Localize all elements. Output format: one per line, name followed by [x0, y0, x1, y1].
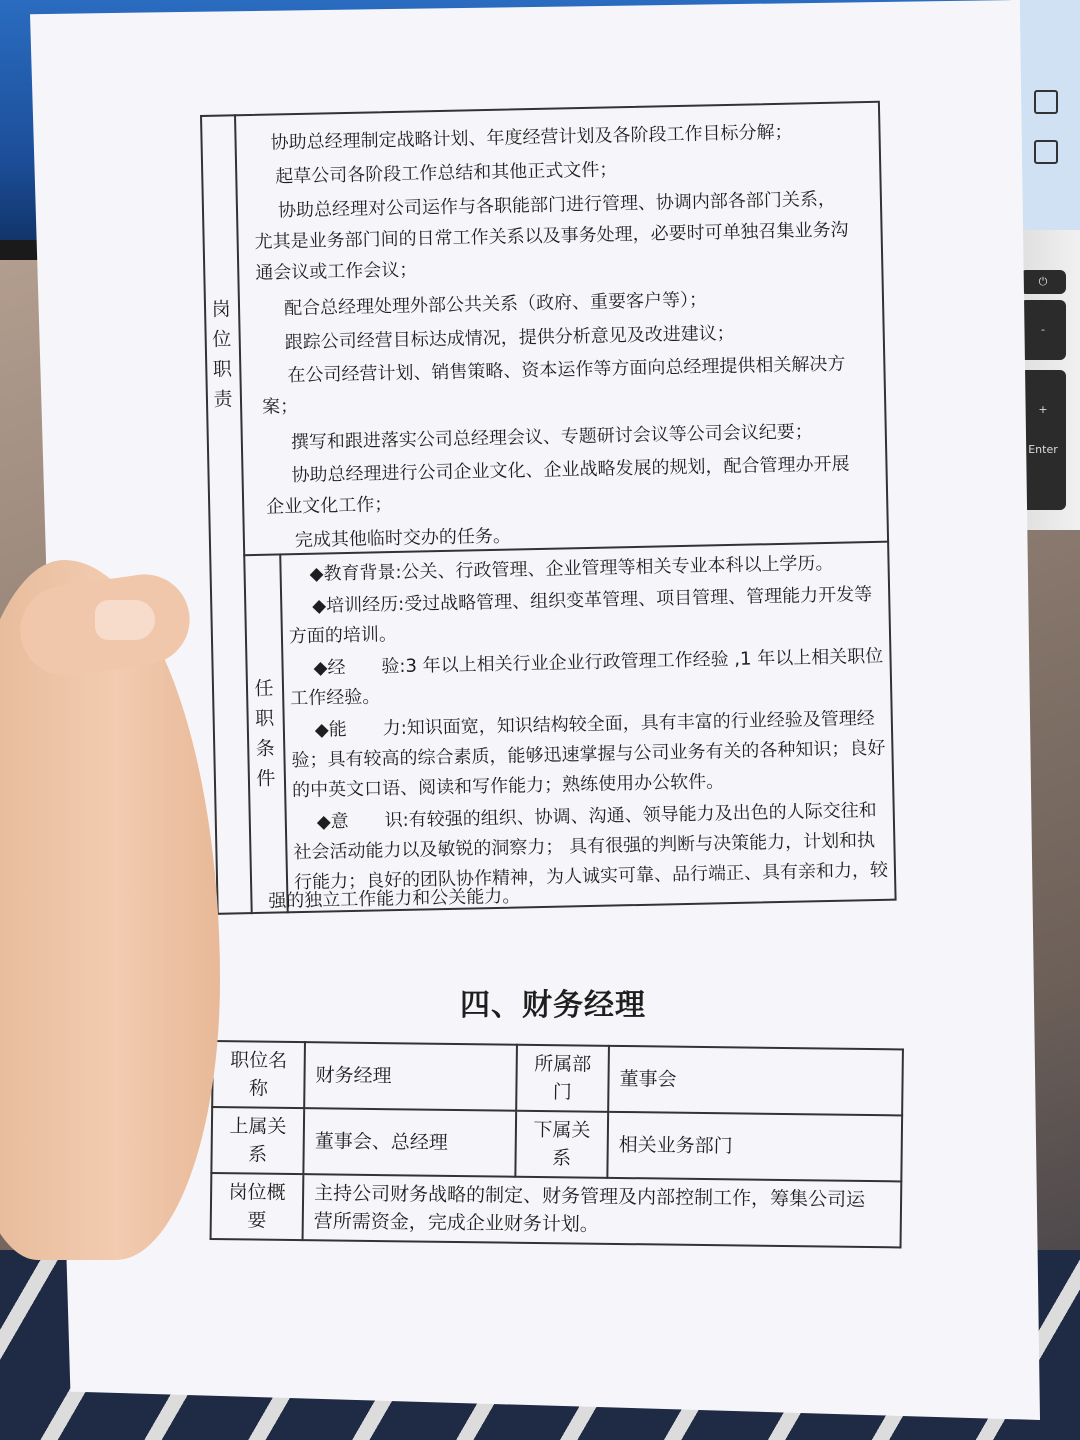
finance-manager-table [210, 1040, 904, 1238]
summary-line: 主持公司财务战略的制定、财务管理及内部控制工作，筹集公司运 [314, 1182, 866, 1211]
responsibilities-label: 岗位职责 [211, 298, 233, 411]
summary-label: 岗位概要 [211, 1173, 304, 1240]
minus-key: - [1020, 300, 1066, 360]
thumbnail [95, 600, 155, 640]
requirement-line: 的中英文口语、阅读和写作能力；熟练使用办公软件。 [291, 771, 725, 802]
duty-line: 跟踪公司经营目标达成情况，提供分析意见及改进建议； [284, 322, 735, 354]
subordinate-value: 相关业务部门 [607, 1112, 902, 1182]
duty-line: 配合总经理处理外部公共关系（政府、重要客户等）； [283, 289, 708, 320]
duty-line: 尤其是业务部门间的日常工作关系以及事务处理，必要时可单独召集业务沟 [254, 219, 849, 253]
power-key: ⏻ [1020, 270, 1066, 294]
duty-line: 通会议或工作会议； [255, 259, 418, 284]
requirement-line: 社会活动能力以及敏锐的洞察力； 具有很强的判断与决策能力，计划和执 [293, 830, 876, 864]
superior-label: 上属关系 [211, 1107, 304, 1174]
duty-line: 协助总经理进行公司企业文化、企业战略发展的规划，配合管理办开展 [291, 453, 850, 487]
duty-line: 协助总经理对公司运作与各职能部门进行管理、协调内部各部门关系， [277, 188, 837, 222]
duty-line: 完成其他临时交办的任务。 [294, 525, 512, 552]
plus-key: + [1020, 370, 1066, 450]
duties-requirements-table [200, 101, 897, 915]
duty-line: 企业文化工作； [266, 494, 393, 518]
requirement-line: 行能力；良好的团队协作精神，为人诚实可靠、品行端正、具有亲和力，较 [293, 859, 889, 894]
duty-line: 协助总经理制定战略计划、年度经营计划及各阶段工作目标分解； [270, 121, 793, 154]
enter-key: Enter [1020, 430, 1066, 510]
requirement-line: ◆教育背景:公关、行政管理、企业管理等相关专业本科以上学历。 [309, 552, 834, 585]
department-value: 董事会 [608, 1046, 903, 1116]
requirement-line: 验；具有较高的综合素质，能够迅速掌握与公司业务有关的各种知识；良好 [291, 737, 886, 772]
requirement-line: ◆能 力:知识面宽，知识结构较全面，具有丰富的行业经验及管理经 [314, 708, 875, 741]
duty-line: 在公司经营计划、销售策略、资本运作等方面向总经理提供相关解决方 [287, 353, 846, 387]
duty-line: 撰写和跟进落实公司总经理会议、专题研讨会议等公司会议纪要； [290, 421, 813, 454]
duty-line: 案； [261, 396, 299, 418]
position-name-label: 职位名称 [212, 1041, 305, 1108]
subordinate-label: 下属关系 [515, 1111, 608, 1178]
requirement-line: ◆培训经历:受过战略管理、组织变革管理、项目管理、管理能力开发等 [312, 584, 873, 617]
summary-value [303, 1174, 902, 1247]
section-title: 四、财务经理 [460, 988, 646, 1023]
superior-value: 董事会、总经理 [303, 1108, 516, 1177]
duty-line: 起草公司各阶段工作总结和其他正式文件； [275, 159, 618, 188]
requirement-line: ◆经 验:3 年以上相关行业企业行政管理工作经验 ,1 年以上相关职位 [313, 645, 884, 679]
position-name-value: 财务经理 [304, 1042, 517, 1111]
requirement-line: ◆意 识:有较强的组织、协调、沟通、领导能力及出色的人际交往和 [316, 799, 877, 833]
summary-line: 营所需资金，完成企业财务计划。 [313, 1210, 599, 1236]
requirement-line: 工作经验。 [290, 686, 381, 710]
requirement-line: 强的独立工作能力和公关能力。 [268, 885, 521, 912]
requirement-line: 方面的培训。 [288, 623, 398, 648]
department-label: 所属部门 [516, 1045, 609, 1112]
requirements-label: 任职条件 [254, 677, 276, 790]
